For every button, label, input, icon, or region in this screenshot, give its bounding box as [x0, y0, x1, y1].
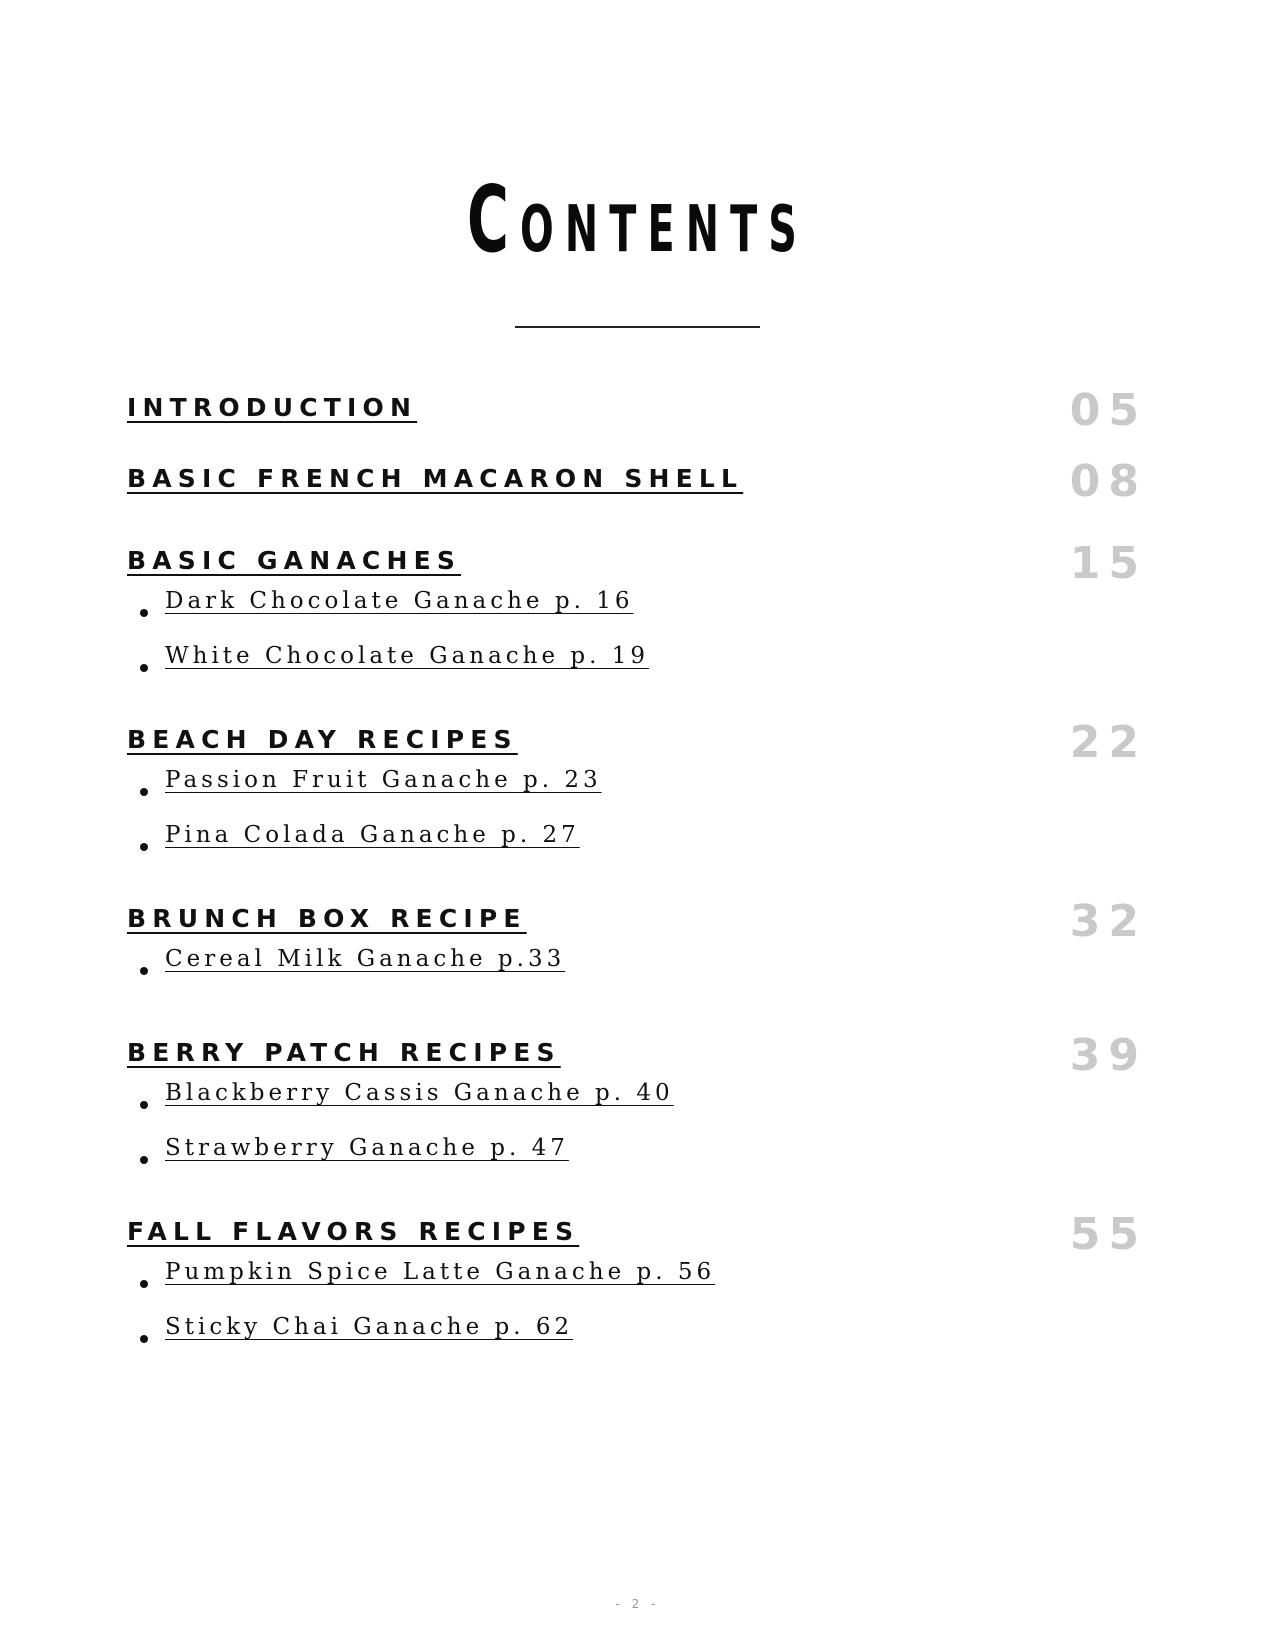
- bullet-icon: [140, 664, 148, 672]
- toc-sub-link[interactable]: White Chocolate Ganache p. 19: [165, 643, 650, 669]
- bullet-icon: [140, 788, 148, 796]
- bullet-icon: [140, 609, 148, 617]
- toc-page-number: 32: [1069, 896, 1147, 947]
- toc-sub-link[interactable]: Dark Chocolate Ganache p. 16: [165, 588, 634, 614]
- bullet-icon: [140, 1280, 148, 1288]
- page-title: Contents: [466, 166, 809, 273]
- page-footer-number: - 2 -: [615, 1597, 660, 1611]
- bullet-icon: [140, 1335, 148, 1343]
- toc-heading-link[interactable]: BASIC FRENCH MACARON SHELL: [127, 464, 744, 493]
- toc-heading-link[interactable]: BASIC GANACHES: [127, 546, 462, 575]
- toc-heading-link[interactable]: BRUNCH BOX RECIPE: [127, 904, 527, 933]
- toc-sub-list: [127, 943, 1147, 998]
- title-divider: [515, 326, 760, 328]
- bullet-icon: [140, 1156, 148, 1164]
- toc-sub-link[interactable]: Blackberry Cassis Ganache p. 40: [165, 1080, 674, 1106]
- toc-section-basic-ganaches: [127, 538, 1147, 695]
- bullet-icon: [140, 843, 148, 851]
- toc-page-number: 05: [1069, 385, 1147, 436]
- toc-sub-list: [127, 1077, 1147, 1187]
- toc-sub-item: [127, 1256, 1147, 1311]
- toc-heading-link[interactable]: BERRY PATCH RECIPES: [127, 1038, 561, 1067]
- toc-sub-list: [127, 1256, 1147, 1366]
- toc-sub-link[interactable]: Pina Colada Ganache p. 27: [165, 822, 580, 848]
- toc-sub-item: [127, 943, 1147, 998]
- toc-section-macaron-shell: [127, 456, 1147, 507]
- toc-sub-item: [127, 764, 1147, 819]
- toc-sub-list: [127, 764, 1147, 874]
- toc-section-introduction: [127, 385, 1147, 436]
- toc-page-number: 22: [1069, 717, 1147, 768]
- toc-page-number: 55: [1069, 1209, 1147, 1260]
- toc-sub-link[interactable]: Cereal Milk Ganache p.33: [165, 946, 566, 972]
- toc-heading-link[interactable]: BEACH DAY RECIPES: [127, 725, 518, 754]
- toc-heading-link[interactable]: INTRODUCTION: [127, 393, 418, 422]
- toc-section-berry-patch: [127, 1030, 1147, 1187]
- toc-sub-item: [127, 1132, 1147, 1187]
- toc-sub-item: [127, 1311, 1147, 1366]
- toc-section-brunch-box: [127, 896, 1147, 998]
- toc-sub-link[interactable]: Passion Fruit Ganache p. 23: [165, 767, 602, 793]
- toc-sub-item: [127, 1077, 1147, 1132]
- bullet-icon: [140, 967, 148, 975]
- toc-sub-link[interactable]: Sticky Chai Ganache p. 62: [165, 1314, 574, 1340]
- toc-page-number: 15: [1069, 538, 1147, 589]
- toc-page-number: 08: [1069, 456, 1147, 507]
- toc-sub-link[interactable]: Strawberry Ganache p. 47: [165, 1135, 569, 1161]
- toc-page-number: 39: [1069, 1030, 1147, 1081]
- toc-heading-link[interactable]: FALL FLAVORS RECIPES: [127, 1217, 580, 1246]
- toc-sub-list: [127, 585, 1147, 695]
- bullet-icon: [140, 1101, 148, 1109]
- toc-sub-item: [127, 640, 1147, 695]
- toc-section-beach-day: [127, 717, 1147, 874]
- toc-section-fall-flavors: [127, 1209, 1147, 1366]
- toc-sub-item: [127, 819, 1147, 874]
- toc-sub-link[interactable]: Pumpkin Spice Latte Ganache p. 56: [165, 1259, 716, 1285]
- toc-sub-item: [127, 585, 1147, 640]
